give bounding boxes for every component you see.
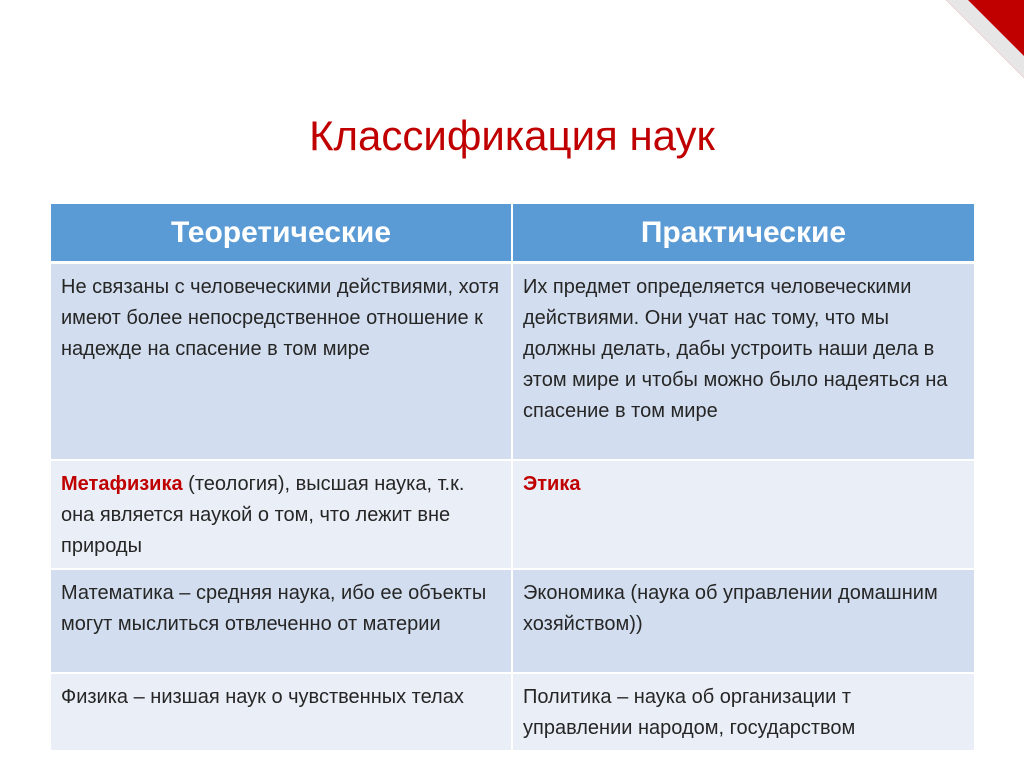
header-theoretical: Теоретические — [51, 204, 512, 263]
cell-theoretical: Физика – низшая наук о чувственных телах — [51, 673, 512, 751]
table-row — [51, 460, 974, 569]
table-row — [51, 673, 974, 751]
classification-table — [51, 204, 974, 752]
table-row — [51, 263, 974, 460]
corner-decoration — [946, 0, 1024, 78]
cell-theoretical: Не связаны с человеческими действиями, хотя имеют более непосредственное отношение к надежде на спасение в том мире — [51, 263, 512, 460]
table-header-row — [51, 204, 974, 263]
cell-theoretical — [51, 460, 512, 569]
slide-title: Классификация наук — [309, 112, 715, 159]
cell-practical: Политика – наука об организации т управлении народом, государством — [512, 673, 974, 751]
cell-practical — [512, 460, 974, 569]
table-row — [51, 569, 974, 673]
term-ethics: Этика — [523, 472, 581, 495]
cell-text: (теология), высшая наука, т.к. она является наукой о том, что лежит вне природы — [61, 472, 465, 557]
cell-practical: Их предмет определяется человеческими действиями. Они учат нас тому, что мы должны делать, дабы устроить наши дела в этом мире и чтобы можно было надеяться на спасение в том мире — [512, 263, 974, 460]
header-practical: Практические — [512, 204, 974, 263]
cell-theoretical: Математика – средняя наука, ибо ее объекты могут мыслиться отвлеченно от материи — [51, 569, 512, 673]
cell-practical: Экономика (наука об управлении домашним хозяйством)) — [512, 569, 974, 673]
term-metaphysics: Метафизика — [61, 472, 183, 495]
